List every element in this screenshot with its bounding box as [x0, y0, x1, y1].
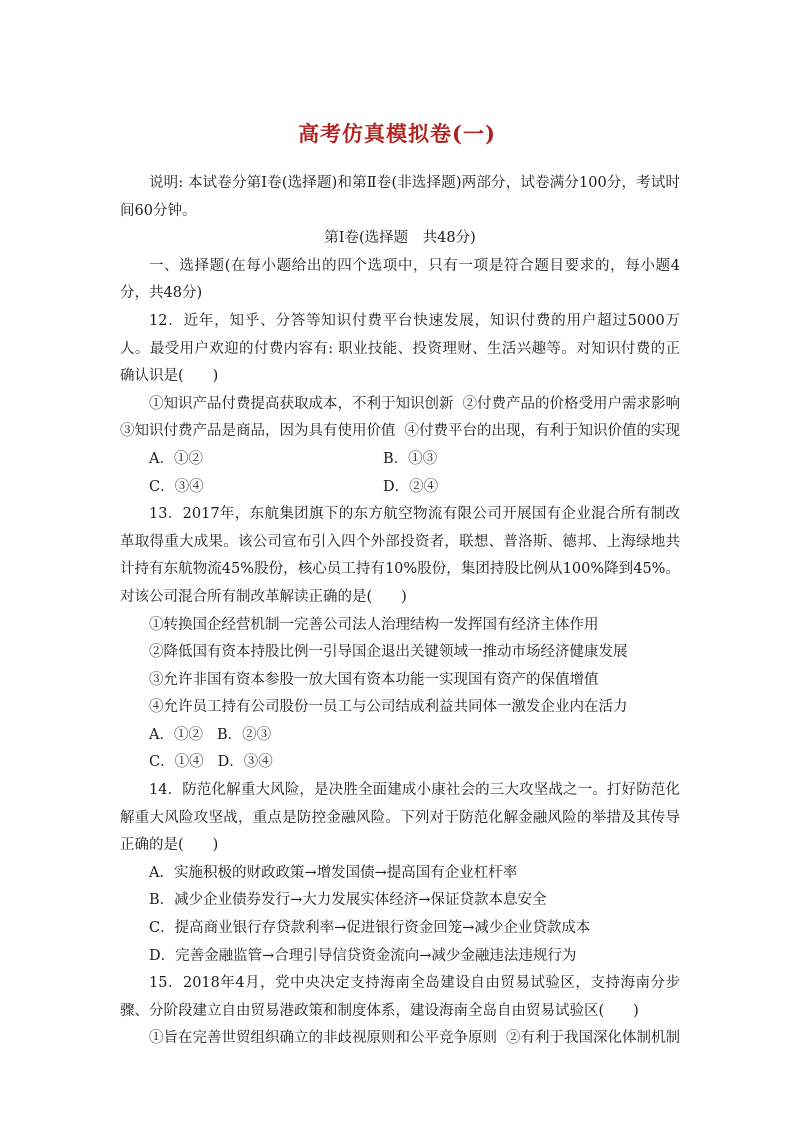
options-row: [120, 474, 680, 502]
options-row: [120, 722, 680, 750]
instructions: 说明: 本试卷分第Ⅰ卷(选择题)和第Ⅱ卷(非选择题)两部分，试卷满分100分，考试时间60分钟。: [120, 175, 680, 219]
statement: ①旨在完善世贸组织确立的非歧视原则和公平竞争原则: [149, 1030, 497, 1047]
statement: ①转换国企经营机制一完善公司法人治理结构一发挥国有经济主体作用: [149, 616, 599, 633]
options-row: [120, 749, 680, 777]
option-a: A．①②: [149, 726, 203, 743]
question-stem: 13．2017年，东航集团旗下的东方航空物流有限公司开展国有企业混合所有制改革取得重大成果。该公司宣布引入四个外部投资者，联想、普洛斯、德邦、上海绿地共计持有东航物流45%股份，核心员工持有10%股份，集团持股比例从100%降到45%。对该公司混合所有制改革解读正确的是( ): [120, 506, 680, 605]
question-stem: 12．近年，知乎、分答等知识付费平台快速发展，知识付费的用户超过5000万人。最受用户欢迎的付费内容有: 职业技能、投资理财、生活兴趣等。对知识付费的正确认识是( ): [120, 312, 680, 385]
statement-row: [120, 391, 680, 419]
statement-row: [120, 1025, 680, 1053]
option-b: B．减少企业债券发行→大力发展实体经济→保证贷款本息安全: [149, 892, 547, 909]
option-b: B．②③: [216, 726, 272, 743]
option-a: A．①②: [149, 450, 203, 467]
option-c: C．③④: [149, 478, 204, 495]
statement: ②付费产品的价格受用户需求影响: [462, 395, 680, 412]
statement: ①知识产品付费提高获取成本，不利于知识创新: [149, 395, 454, 412]
question-stem: 14．防范化解重大风险，是决胜全面建成小康社会的三大攻坚战之一。打好防范化解重大风险攻坚战，重点是防控金融风险。下列对于防范化解金融风险的举措及其传导正确的是( ): [120, 782, 680, 854]
statement: ④允许员工持有公司股份一员工与公司结成利益共同体一激发企业内在活力: [149, 699, 628, 716]
option-c: C．①④: [149, 754, 204, 771]
statement: ③允许非国有资本参股一放大国有资本功能一实现国有资产的保值增值: [149, 671, 599, 688]
section-title: 第Ⅰ卷(选择题 共48分): [324, 230, 476, 247]
option-d: D．完善金融监管→合理引导信贷资金流向→减少金融违法违规行为: [149, 947, 577, 964]
option-a: A．实施积极的财政政策→增发国债→提高国有企业杠杆率: [149, 864, 518, 881]
statement: ②降低国有资本持股比例一引导国企退出关键领域一推动市场经济健康发展: [149, 644, 628, 661]
question-14: [120, 777, 680, 970]
exam-content: [120, 170, 680, 1053]
question-15: [120, 970, 680, 1053]
question-stem: 15．2018年4月，党中央决定支持海南全岛建设自由贸易试验区，支持海南分步骤、分阶段建立自由贸易港政策和制度体系，建设海南全岛自由贸易试验区( ): [120, 975, 680, 1019]
options-row: [120, 446, 680, 474]
statement: ④付费平台的出现，有利于知识价值的实现: [404, 423, 680, 440]
statement: ②有利于我国深化体制机制: [506, 1030, 680, 1047]
statement-row: [120, 418, 680, 446]
option-c: C．提高商业银行存贷款利率→促进银行资金回笼→减少企业贷款成本: [149, 920, 591, 937]
option-b: B．①③: [383, 450, 438, 467]
option-d: D．②④: [383, 478, 439, 495]
option-d: D．③④: [217, 754, 273, 771]
statement: ③知识付费产品是商品，因为具有使用价值: [120, 423, 396, 440]
question-12: [120, 308, 680, 501]
question-13: [120, 501, 680, 777]
section-intro: 一、选择题(在每小题给出的四个选项中，只有一项是符合题目要求的，每小题4分，共48分): [120, 257, 680, 302]
page-title: 高考仿真模拟卷(一): [298, 121, 496, 146]
